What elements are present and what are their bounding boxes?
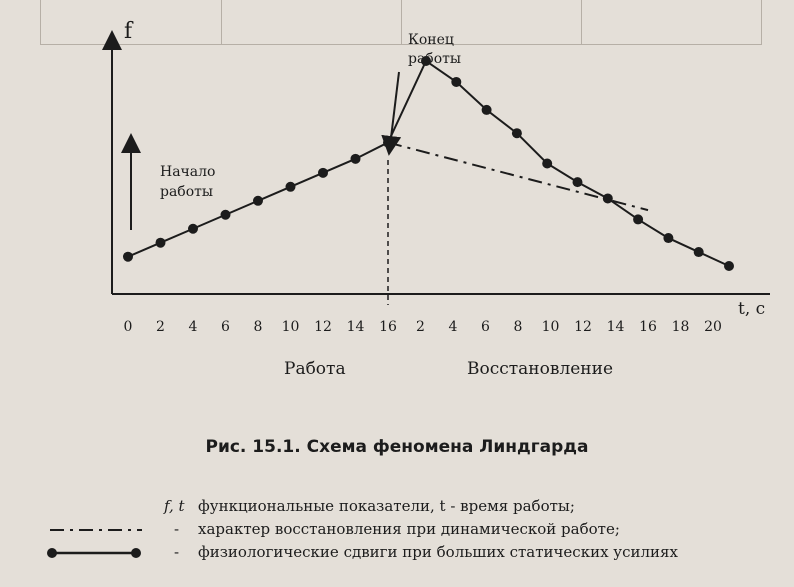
end-work-arrow <box>390 72 399 146</box>
legend-solid-line-icon <box>46 545 166 561</box>
end-label-line2: работы <box>408 51 462 67</box>
x-tick-label: 0 <box>123 319 133 335</box>
x-tick-label: 2 <box>416 319 425 335</box>
data-point <box>482 105 492 115</box>
x-axis-symbol: t, c <box>738 299 766 319</box>
end-label-line1: Конец <box>408 32 454 48</box>
data-point <box>694 247 704 257</box>
legend-1-symbol: f, t <box>164 497 185 515</box>
x-tick-label: 10 <box>541 319 560 335</box>
data-point <box>318 168 328 178</box>
x-tick-label: 16 <box>639 319 657 335</box>
start-label-line2: работы <box>160 184 214 200</box>
x-tick-label: 6 <box>221 319 230 335</box>
data-point <box>542 159 552 169</box>
static-effort-line <box>128 61 729 266</box>
data-point <box>663 233 673 243</box>
x-tick-label: 18 <box>671 319 690 335</box>
x-tick-label: 4 <box>448 319 458 335</box>
data-point <box>253 196 263 206</box>
data-point <box>123 252 133 262</box>
figure-caption: Рис. 15.1. Схема феномена Линдгарда <box>205 437 589 457</box>
x-tick-label: 8 <box>253 319 263 335</box>
data-point <box>221 210 231 220</box>
legend-dashed-line-icon <box>46 522 166 538</box>
data-point <box>573 177 583 187</box>
x-tick-label: 8 <box>513 319 523 335</box>
x-tick-label: 10 <box>281 319 300 335</box>
data-point <box>724 261 734 271</box>
data-point <box>188 224 198 234</box>
legend-1-text: функциональные показатели, t - время работы; <box>198 497 575 515</box>
x-tick-label: 14 <box>346 319 365 335</box>
section-recovery-label: Восстановление <box>467 359 614 379</box>
start-label-line1: Начало <box>160 164 216 180</box>
data-point <box>351 154 361 164</box>
data-point <box>156 238 166 248</box>
x-tick-label: 12 <box>314 319 332 335</box>
x-tick-label: 20 <box>704 319 722 335</box>
data-point <box>286 182 296 192</box>
y-axis-symbol: f <box>124 19 133 44</box>
x-tick-label: 6 <box>481 319 490 335</box>
legend-2-dash: - <box>174 520 180 538</box>
data-lines <box>128 61 729 266</box>
data-point <box>512 128 522 138</box>
legend-2-text: характер восстановления при динамической работе; <box>198 520 620 538</box>
x-tick-label: 14 <box>606 319 625 335</box>
x-tick-label: 12 <box>574 319 592 335</box>
section-work-label: Работа <box>284 359 346 379</box>
x-ticks <box>124 319 722 335</box>
data-point <box>633 214 643 224</box>
legend-3-text: физиологические сдвиги при больших статических усилиях <box>198 543 678 561</box>
data-point <box>451 77 461 87</box>
data-point <box>603 193 613 203</box>
legend-3-dash: - <box>174 543 180 561</box>
x-tick-label: 2 <box>156 319 165 335</box>
x-tick-label: 16 <box>379 319 397 335</box>
x-tick-label: 4 <box>188 319 198 335</box>
